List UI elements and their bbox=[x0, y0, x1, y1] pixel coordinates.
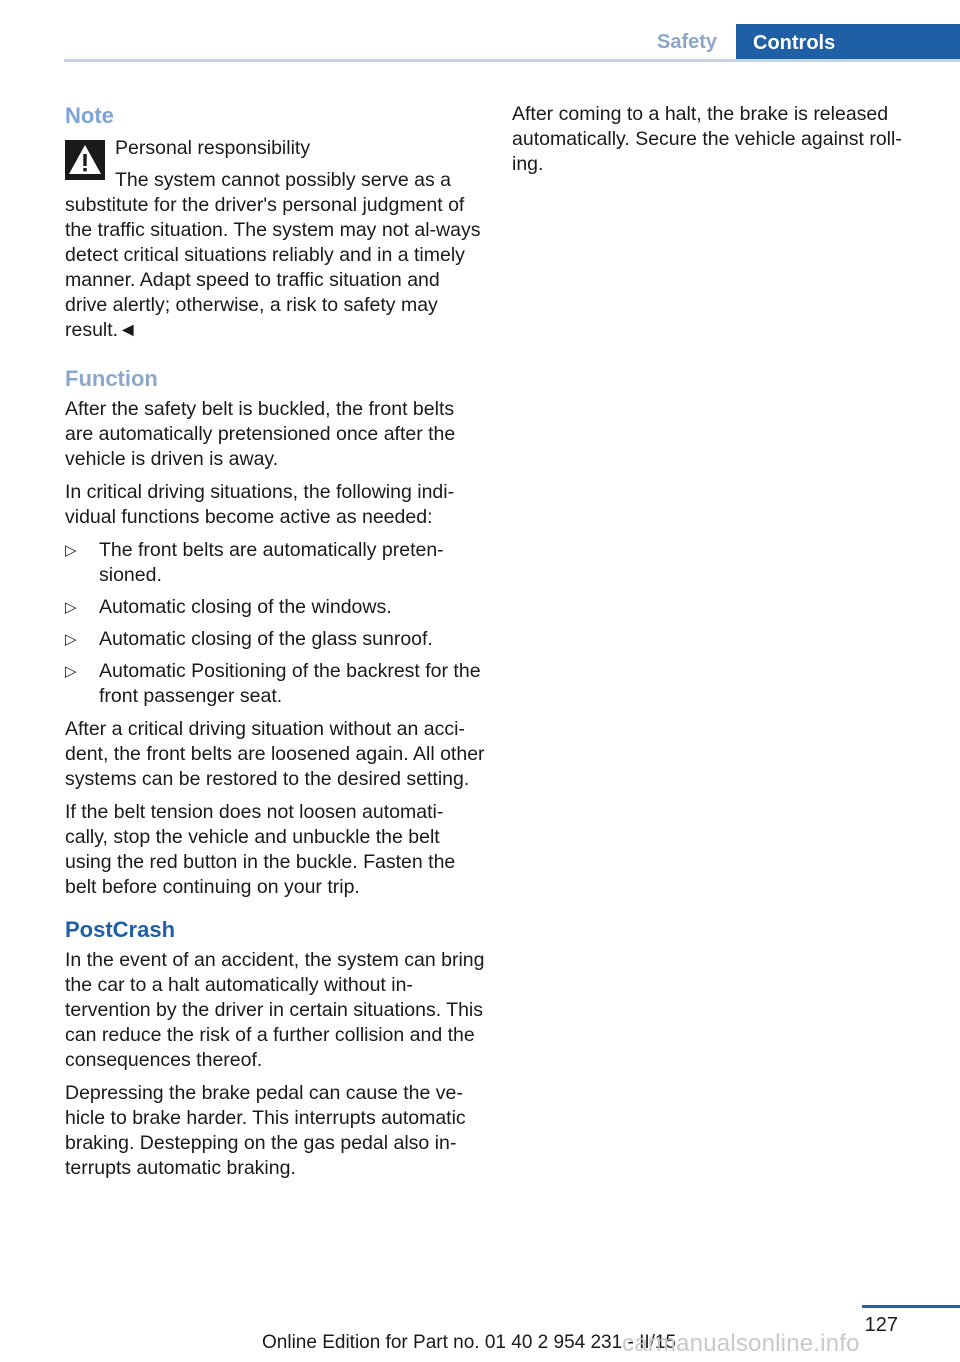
postcrash-paragraph-1: In the event of an accident, the system can bring the car to a halt automatically without in-tervention by the driver in certain situations. This can reduce the risk of a further collision and the consequences thereof. bbox=[65, 949, 485, 1071]
edition-text: Online Edition for Part no. 01 40 2 954 231 - II/15 bbox=[262, 1332, 677, 1353]
function-paragraph-2: In critical driving situations, the following indi-vidual functions become active as needed: bbox=[65, 481, 455, 528]
bullet-triangle-icon: ▷ bbox=[65, 663, 77, 680]
bullet-triangle-icon: ▷ bbox=[65, 599, 77, 616]
postcrash-paragraph-3: After coming to a halt, the brake is released automatically. Secure the vehicle against roll-ing. bbox=[512, 103, 902, 175]
list-item: ▷ Automatic Positioning of the backrest for the front passenger seat. bbox=[65, 660, 481, 707]
list-item: ▷ The front belts are automatically preten-sioned. bbox=[65, 539, 444, 586]
chapter-tab-controls[interactable]: Controls bbox=[736, 24, 960, 62]
bullet-triangle-icon: ▷ bbox=[65, 631, 77, 648]
function-paragraph-4: If the belt tension does not loosen automati-cally, stop the vehicle and unbuckle the belt using the red button in the buckle. Fasten the belt before continuing on your trip. bbox=[65, 801, 456, 898]
right-column bbox=[512, 102, 922, 185]
list-item: ▷ Automatic closing of the glass sunroof. bbox=[65, 628, 433, 650]
note-heading: Note bbox=[65, 103, 114, 128]
footer-divider bbox=[862, 1305, 960, 1308]
watermark: carmanualsonline.info bbox=[622, 1330, 860, 1357]
header-divider bbox=[64, 59, 960, 62]
section-tab-safety[interactable]: Safety bbox=[656, 31, 718, 53]
postcrash-heading: PostCrash bbox=[65, 917, 176, 942]
function-paragraph-3: After a critical driving situation without an acci-dent, the front belts are loosened again. All other systems can be restored to the desired setting. bbox=[65, 718, 485, 790]
warning-triangle-icon bbox=[65, 140, 105, 180]
list-item: ▷ Automatic closing of the windows. bbox=[65, 596, 392, 618]
page-header bbox=[0, 0, 960, 62]
page-number: 127 bbox=[864, 1314, 898, 1336]
postcrash-paragraph-2: Depressing the brake pedal can cause the ve-hicle to brake harder. This interrupts automatic braking. Destepping on the gas pedal also in-terrupts automatic braking. bbox=[65, 1082, 466, 1179]
bullet-triangle-icon: ▷ bbox=[65, 542, 77, 559]
function-heading: Function bbox=[65, 366, 158, 391]
left-column bbox=[65, 102, 485, 1189]
note-title: Personal responsibility bbox=[115, 137, 311, 159]
note-text: The system cannot possibly serve as a substitute for the driver's personal judgment of the traffic situation. The system may not al-ways detect critical situations reliably and in a timely manner. Adapt speed to traffic situation and drive alertly; otherwise, a risk to safety may result.◄ bbox=[65, 169, 481, 341]
note-block bbox=[65, 136, 485, 343]
function-paragraph-1: After the safety belt is buckled, the front belts are automatically pretensioned once after the vehicle is driven is away. bbox=[65, 398, 456, 470]
function-bullet-list bbox=[65, 538, 485, 709]
